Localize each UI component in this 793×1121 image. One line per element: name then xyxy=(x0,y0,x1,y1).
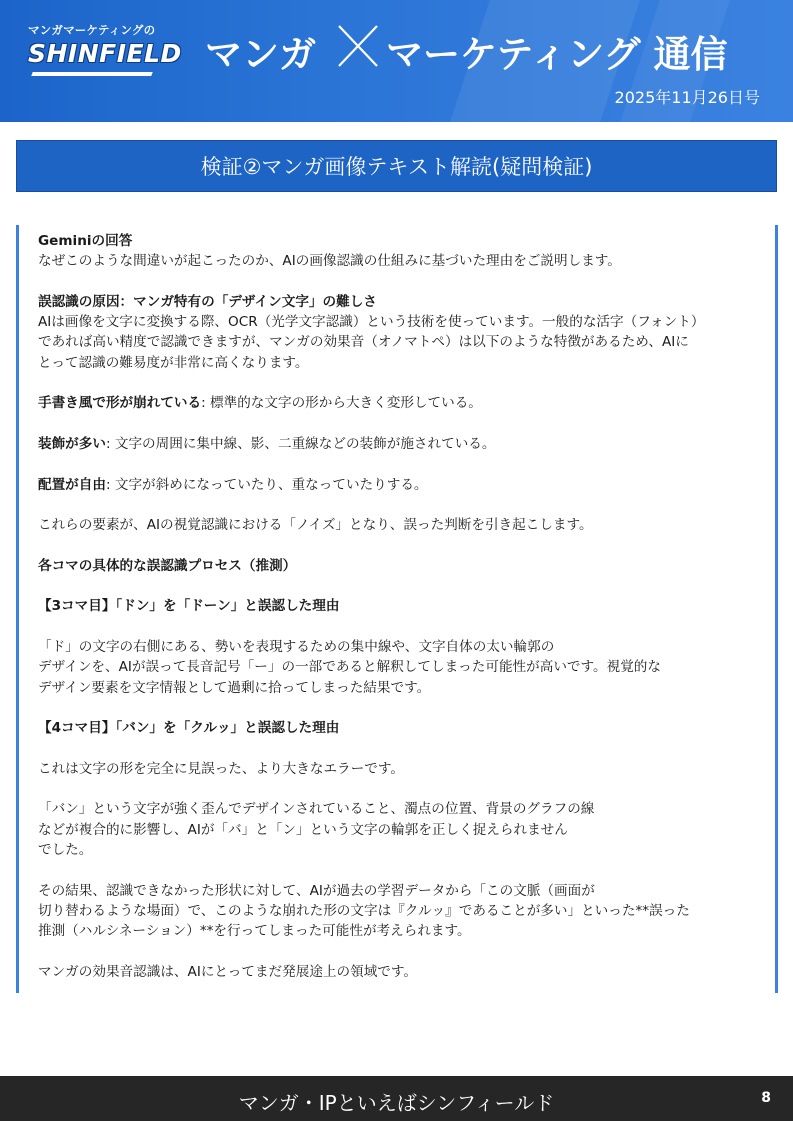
body-text: であれば高い精度で認識できますが、マンガの効果音（オノマトペ）は以下のような特徴があるため、AIに xyxy=(38,334,689,351)
body-text: これらの要素が、AIの視覚認識における「ノイズ」となり、誤った判断を引き起こします。 xyxy=(38,517,593,534)
feature-text: : 文字が斜めになっていたり、重なっていたりする。 xyxy=(105,476,428,493)
feature-label: 手書き風で形が崩れている xyxy=(38,395,202,412)
feature-label: 装飾が多い xyxy=(38,435,106,452)
footer-slogan: マンガ・IPといえばシンフィールド xyxy=(238,1091,555,1115)
newsletter-title-manga: マンガ xyxy=(205,33,316,76)
logo-swoosh xyxy=(31,72,152,76)
process-heading: 各コマの具体的な誤認識プロセス（推測） xyxy=(38,557,297,574)
panel3-heading: 【3コマ目】「ドン」を「ドーン」と誤認した理由 xyxy=(38,598,340,615)
body-text: これは文字の形を完全に見誤った、より大きなエラーです。 xyxy=(38,760,404,777)
logo-wordmark: SHINFIELD xyxy=(28,39,182,68)
newsletter-title-marketing: マーケティング 通信 xyxy=(386,33,728,76)
body-text: 推測（ハルシネーション）**を行ってしまった可能性が考えられます。 xyxy=(38,923,471,940)
newsletter-header xyxy=(0,0,793,122)
body-text: AIは画像を文字に変換する際、OCR（光学文字認識）という技術を使っています。一般的な活字（フォント） xyxy=(38,314,705,331)
body-text: でした。 xyxy=(38,841,93,858)
feature-label: 配置が自由 xyxy=(38,476,106,493)
body-text: などが複合的に影響し、AIが「バ」と「ン」という文字の輪郭を正しく捉えられません xyxy=(38,821,568,838)
feature-item xyxy=(38,393,761,413)
section-title-bar xyxy=(16,140,777,192)
body-text: デザイン要素を文字情報として過剰に拾ってしまった結果です。 xyxy=(38,679,431,696)
issue-date: 2025年11月26日号 xyxy=(614,88,760,107)
gemini-answer-heading: Geminiの回答 xyxy=(38,233,133,249)
page-footer xyxy=(0,1076,793,1121)
body-text: とって認識の難易度が非常に高くなります。 xyxy=(38,354,309,371)
feature-item xyxy=(38,475,761,495)
body-text: 「ド」の文字の右側にある、勢いを表現するための集中線や、文字自体の太い輪郭の xyxy=(38,638,555,655)
feature-text: : 標準的な文字の形から大きく変形している。 xyxy=(201,395,482,412)
body-text: 切り替わるような場面）で、このような崩れた形の文字は『クルッ』であることが多い」といった**誤った xyxy=(38,902,690,919)
body-text: デザインを、AIが誤って長音記号「ー」の一部であると解釈してしまった可能性が高いです。視覚的な xyxy=(38,659,661,676)
article-body xyxy=(16,225,778,993)
feature-text: : 文字の周囲に集中線、影、二重線などの装飾が施されている。 xyxy=(105,435,496,452)
cause-heading: 誤認識の原因：マンガ特有の「デザイン文字」の難しさ xyxy=(38,293,377,310)
body-text: その結果、認識できなかった形状に対して、AIが過去の学習データから「この文脈（画面が xyxy=(38,882,595,899)
body-text: なぜこのような間違いが起こったのか、AIの画像認識の仕組みに基づいた理由をご説明します。 xyxy=(38,253,621,270)
feature-item xyxy=(38,434,761,454)
section-title: 検証②マンガ画像テキスト解読(疑問検証) xyxy=(200,155,593,179)
body-text: 「バン」という文字が強く歪んでデザインされていること、濁点の位置、背景のグラフの線 xyxy=(38,801,595,818)
body-text: マンガの効果音認識は、AIにとってまだ発展途上の領域です。 xyxy=(38,963,417,980)
panel4-heading: 【4コマ目】「バン」を「クルッ」と誤認した理由 xyxy=(38,720,340,737)
page-number: 8 xyxy=(761,1090,771,1106)
shinfield-logo xyxy=(28,22,182,82)
cross-icon xyxy=(333,22,383,70)
logo-tagline: マンガマーケティングの xyxy=(28,23,156,37)
